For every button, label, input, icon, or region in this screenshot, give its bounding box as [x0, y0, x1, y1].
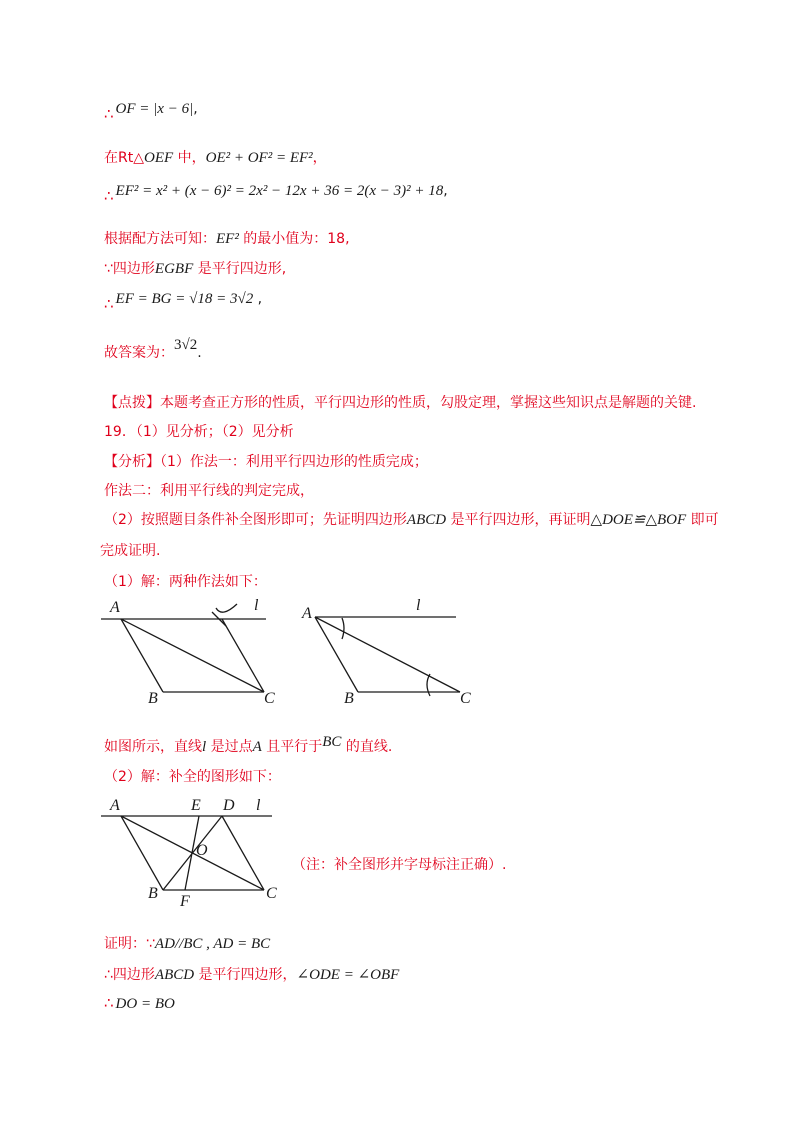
line-analysis: 【分析】（1）作法一：利用平行四边形的性质完成； [104, 454, 428, 470]
label-b: B [344, 690, 354, 706]
math-pythagoras: OE² + OF² = EF² [205, 150, 313, 166]
label-a: A [110, 797, 120, 814]
line-ef-squared [104, 180, 448, 205]
math-ef-bg: EF = BG = √18 = 3√2 [115, 291, 254, 307]
line-complete-proof: 完成证明. [100, 543, 161, 559]
math-answer: 3√2 [174, 337, 198, 353]
therefore-symbol: ∴ [104, 295, 114, 313]
label-e: E [191, 797, 201, 814]
arc-mark [427, 674, 430, 696]
math-ef2: EF² [216, 231, 239, 247]
text-mid: 是平行四边形， [194, 967, 297, 983]
text-pre: ∵四边形 [104, 261, 155, 277]
line-rt-triangle [104, 148, 327, 168]
math-bc: BC [322, 734, 342, 750]
math-a: A [252, 739, 262, 755]
figure-construction-2 [300, 594, 480, 706]
figure-note: （注：补全图形并字母标注正确）. [292, 857, 507, 873]
text-tail: 的最小值为：18, [238, 231, 350, 247]
text-tail: 的直线. [341, 739, 393, 755]
line-tip: 【点拨】本题考查正方形的性质，平行四边形的性质，勾股定理，掌握这些知识点是解题的关键. [104, 395, 697, 411]
text-mid2: 且平行于 [261, 739, 323, 755]
math-abcd: ABCD [406, 512, 447, 528]
text-mid: 是平行四边形，再证明 [446, 512, 591, 528]
text-answer-label: 故答案为： [104, 345, 174, 361]
line-parallelogram-egbf [104, 259, 286, 279]
text-pre: （2）按照题目条件补全图形即可；先证明四边形 [104, 512, 407, 528]
label-c: C [266, 885, 277, 902]
label-b: B [148, 885, 158, 902]
math-l: l [202, 739, 207, 755]
line-part1-solution: （1）解：两种作法如下： [104, 574, 267, 590]
math-angles: ∠ODE = ∠OBF [296, 967, 400, 983]
text-zhong: 中， [173, 150, 206, 166]
math-ad-bc: AD//BC , AD = BC [154, 936, 271, 952]
text-pre: 证明：∵ [104, 936, 155, 952]
punct: . [197, 345, 202, 361]
text-mid: 是过点 [206, 739, 253, 755]
text-tail: 即可 [686, 512, 719, 528]
punct: , [193, 101, 198, 117]
math-abcd: ABCD [154, 967, 195, 983]
label-f: F [180, 893, 190, 910]
text-in-rt: 在Rt△ [104, 150, 144, 166]
label-a: A [302, 605, 312, 622]
label-a: A [110, 599, 120, 616]
figure-construction-1 [98, 594, 278, 706]
line-do-bo [104, 993, 175, 1014]
line-part2-solution: （2）解：补全的图形如下： [104, 769, 281, 785]
punct: , [443, 183, 448, 199]
therefore-symbol: ∴ [104, 187, 114, 205]
line-proof-parallelogram [104, 965, 399, 985]
text-pre: 如图所示，直线 [104, 739, 202, 755]
punct: ， [312, 150, 327, 166]
figure-completed [98, 794, 284, 910]
line-answer [104, 337, 202, 363]
line-q19: 19．（1）见分析；（2）见分析 [104, 424, 294, 440]
line-method2: 作法二：利用平行线的判定完成， [104, 483, 314, 499]
label-l: l [254, 597, 259, 614]
label-c: C [460, 690, 471, 706]
line-ef-value [104, 288, 263, 313]
math-congruent: △DOE≌△BOF [590, 512, 687, 528]
line-of-eq [104, 98, 198, 123]
label-o: O [196, 842, 208, 859]
label-d: D [223, 797, 235, 814]
line-min-value [104, 229, 350, 249]
punct: , [253, 291, 263, 307]
arc-mark [342, 618, 344, 639]
math-of: OF = |x − 6| [115, 101, 194, 117]
arc-mark [216, 604, 237, 612]
line-proof-start [104, 934, 270, 954]
label-l: l [256, 797, 261, 814]
math-do-bo: DO = BO [115, 996, 175, 1012]
line-part2-analysis [104, 510, 719, 530]
text-pre: 根据配方法可知： [104, 231, 216, 247]
math-oef: OEF [143, 150, 174, 166]
math-egbf: EGBF [154, 261, 194, 277]
therefore-symbol: ∴ [104, 105, 114, 123]
text-tail: 是平行四边形, [193, 261, 287, 277]
label-c: C [264, 690, 275, 706]
label-b: B [148, 690, 158, 706]
label-l: l [416, 597, 421, 614]
line-figure-explanation [104, 734, 393, 757]
therefore-symbol: ∴ [104, 994, 114, 1012]
text-pre: ∴四边形 [104, 967, 155, 983]
math-ef-expansion: EF² = x² + (x − 6)² = 2x² − 12x + 36 = 2(x − 3)² + 18 [115, 183, 444, 199]
